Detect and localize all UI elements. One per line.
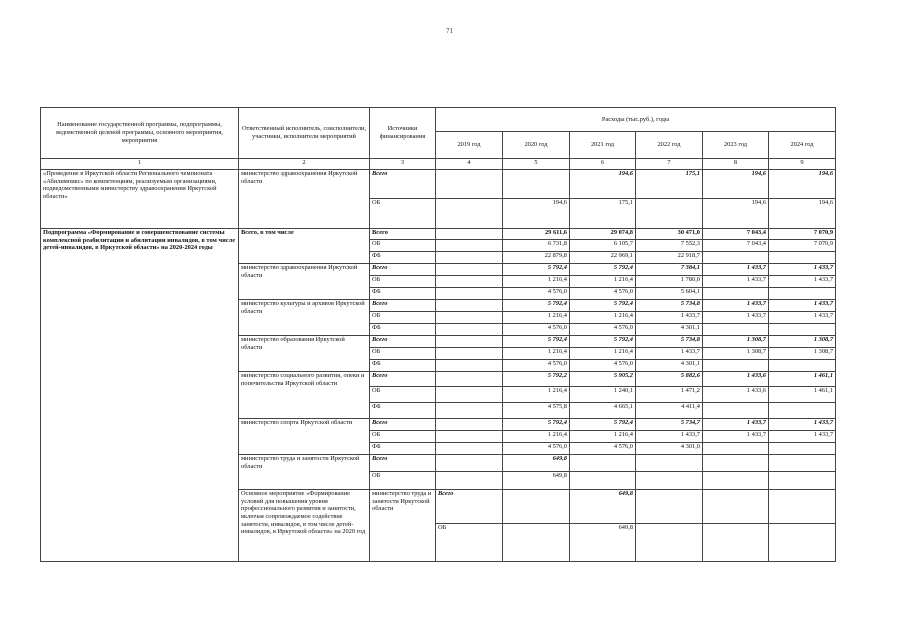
- value-cell: 4 301,1: [636, 324, 703, 336]
- col-number: 7: [636, 159, 703, 170]
- value-cell: 22 918,7: [636, 252, 703, 264]
- value-cell: 1 461,1: [769, 387, 836, 403]
- value-cell: [769, 472, 836, 490]
- value-cell: 1 308,7: [769, 348, 836, 360]
- value-cell: 5 734,7: [636, 419, 703, 431]
- value-cell: 5 792,4: [570, 264, 636, 276]
- value-cell: 649,8: [503, 455, 570, 472]
- value-cell: [703, 288, 769, 300]
- col-number: 3: [370, 159, 436, 170]
- value-cell: 4 576,0: [570, 360, 636, 372]
- value-cell: 1 216,4: [570, 312, 636, 324]
- value-cell: [703, 360, 769, 372]
- value-cell: 5 792,4: [503, 336, 570, 348]
- value-cell: [436, 403, 503, 419]
- source-cell: ФБ: [370, 252, 436, 264]
- value-cell: 5 604,1: [636, 288, 703, 300]
- source-cell: ОБ: [370, 312, 436, 324]
- value-cell: 22 879,8: [503, 252, 570, 264]
- source-cell: Всего: [436, 490, 503, 524]
- value-cell: [769, 288, 836, 300]
- value-cell: 194,6: [769, 199, 836, 229]
- value-cell: 4 576,0: [570, 443, 636, 455]
- activity-name: «Проведение в Иркутской области Регионального чемпионата «Абилимпикс» по компетенциям, реализуемым организациями, подведомственными министерству здравоохранения Иркутской области»: [41, 170, 239, 229]
- value-cell: 1 308,7: [769, 336, 836, 348]
- executor-name: министерство труда и занятости Иркутской области: [370, 490, 436, 562]
- value-cell: [636, 472, 703, 490]
- value-cell: 1 433,7: [769, 431, 836, 443]
- value-cell: [636, 199, 703, 229]
- value-cell: [503, 524, 570, 562]
- value-cell: [703, 403, 769, 419]
- executor-name: министерство труда и занятости Иркутской области: [239, 455, 370, 490]
- value-cell: 1 780,0: [636, 276, 703, 288]
- value-cell: 1 433,7: [636, 348, 703, 360]
- value-cell: [703, 324, 769, 336]
- col-number: 2: [239, 159, 370, 170]
- value-cell: [769, 324, 836, 336]
- budget-table: [40, 107, 836, 562]
- value-cell: 1 433,7: [769, 419, 836, 431]
- value-cell: 5 734,8: [636, 336, 703, 348]
- value-cell: 1 433,7: [636, 431, 703, 443]
- value-cell: 7 070,9: [769, 240, 836, 252]
- activity-name: Основное мероприятие «Формирование условий для повышения уровня профессионального развития и занятости, включая сопровождаемое содействие занятости, инвалидов, в том числе детей-инвалидов, в Иркутской области» на 2020 год: [239, 490, 370, 562]
- value-cell: [570, 472, 636, 490]
- value-cell: [436, 264, 503, 276]
- source-cell: Всего: [370, 419, 436, 431]
- value-cell: 22 969,1: [570, 252, 636, 264]
- value-cell: 1 433,7: [703, 419, 769, 431]
- page-number: 71: [446, 27, 453, 35]
- value-cell: [436, 300, 503, 312]
- col-number: 8: [703, 159, 769, 170]
- value-cell: [436, 336, 503, 348]
- col-number: 4: [436, 159, 503, 170]
- value-cell: [436, 372, 503, 387]
- table-row: [41, 170, 836, 199]
- value-cell: [769, 443, 836, 455]
- header-year-2021: 2021 год: [570, 132, 636, 159]
- value-cell: 1 308,7: [703, 336, 769, 348]
- value-cell: [436, 455, 503, 472]
- value-cell: [703, 472, 769, 490]
- value-cell: 1 216,4: [503, 387, 570, 403]
- executor-name: министерство образования Иркутской области: [239, 336, 370, 372]
- header-name: Наименование государственной программы, подпрограммы, ведомственной целевой программы, основного мероприятия, мероприятия: [41, 108, 239, 159]
- value-cell: 649,8: [570, 524, 636, 562]
- source-cell: ОБ: [370, 431, 436, 443]
- subprogram-name: Подпрограмма «Формирование и совершенствование системы комплексной реабилитации и абилитации инвалидов, в том числе детей-инвалидов, в Иркутской области» на 2020-2024 годы: [41, 229, 239, 562]
- value-cell: 7 043,4: [703, 229, 769, 240]
- col-number: 9: [769, 159, 836, 170]
- value-cell: 194,6: [503, 199, 570, 229]
- executor-name: министерство здравоохранения Иркутской области: [239, 170, 370, 229]
- value-cell: [503, 490, 570, 524]
- value-cell: 4 301,0: [636, 443, 703, 455]
- value-cell: [436, 276, 503, 288]
- value-cell: 1 433,7: [703, 276, 769, 288]
- executor-name: министерство социального развития, опеки и попечительства Иркутской области: [239, 372, 370, 419]
- executor-name: министерство здравоохранения Иркутской области: [239, 264, 370, 300]
- value-cell: 1 471,2: [636, 387, 703, 403]
- value-cell: 7 384,1: [636, 264, 703, 276]
- value-cell: 1 216,4: [570, 348, 636, 360]
- value-cell: 7 552,3: [636, 240, 703, 252]
- value-cell: [570, 455, 636, 472]
- value-cell: [436, 240, 503, 252]
- source-cell: ОБ: [370, 276, 436, 288]
- value-cell: 1 433,7: [769, 312, 836, 324]
- table-row: [41, 229, 836, 240]
- value-cell: 1 240,1: [570, 387, 636, 403]
- value-cell: [436, 360, 503, 372]
- source-cell: ОБ: [436, 524, 503, 562]
- source-cell: ФБ: [370, 324, 436, 336]
- value-cell: [436, 288, 503, 300]
- value-cell: 1 216,4: [570, 431, 636, 443]
- value-cell: 1 216,4: [503, 312, 570, 324]
- value-cell: [436, 229, 503, 240]
- executor-name: министерство спорта Иркутской области: [239, 419, 370, 455]
- value-cell: 194,6: [703, 170, 769, 199]
- value-cell: 4 576,0: [570, 324, 636, 336]
- value-cell: 194,6: [703, 199, 769, 229]
- value-cell: 4 576,0: [503, 360, 570, 372]
- value-cell: 5 792,4: [503, 300, 570, 312]
- value-cell: [436, 324, 503, 336]
- source-cell: Всего: [370, 455, 436, 472]
- value-cell: 1 433,7: [703, 431, 769, 443]
- value-cell: 1 433,6: [703, 372, 769, 387]
- value-cell: 30 471,0: [636, 229, 703, 240]
- value-cell: [436, 387, 503, 403]
- value-cell: 1 433,7: [769, 264, 836, 276]
- value-cell: 5 792,4: [570, 336, 636, 348]
- value-cell: [769, 252, 836, 264]
- source-cell: Всего: [370, 264, 436, 276]
- value-cell: 7 070,9: [769, 229, 836, 240]
- value-cell: 5 792,4: [570, 419, 636, 431]
- value-cell: 4 411,4: [636, 403, 703, 419]
- value-cell: [436, 443, 503, 455]
- value-cell: [769, 455, 836, 472]
- value-cell: [436, 199, 503, 229]
- value-cell: 1 433,7: [769, 300, 836, 312]
- source-cell: ОБ: [370, 472, 436, 490]
- value-cell: [436, 252, 503, 264]
- source-cell: ФБ: [370, 360, 436, 372]
- value-cell: [503, 170, 570, 199]
- executor-name: министерство культуры и архивов Иркутской области: [239, 300, 370, 336]
- source-cell: ФБ: [370, 443, 436, 455]
- col-number: 6: [570, 159, 636, 170]
- column-numbers-row: [41, 159, 836, 170]
- value-cell: [436, 312, 503, 324]
- col-number: 1: [41, 159, 239, 170]
- value-cell: [769, 360, 836, 372]
- value-cell: [703, 524, 769, 562]
- value-cell: [636, 490, 703, 524]
- value-cell: [436, 419, 503, 431]
- value-cell: 4 576,0: [503, 443, 570, 455]
- value-cell: 1 216,4: [570, 276, 636, 288]
- source-cell: Всего: [370, 300, 436, 312]
- value-cell: 175,1: [570, 199, 636, 229]
- value-cell: [769, 524, 836, 562]
- value-cell: [703, 443, 769, 455]
- value-cell: 5 792,4: [503, 419, 570, 431]
- value-cell: 194,6: [769, 170, 836, 199]
- value-cell: 5 734,8: [636, 300, 703, 312]
- executor-name: Всего, в том числе: [239, 229, 370, 264]
- header-expenses: Расходы (тыс.руб.), годы: [436, 108, 836, 132]
- value-cell: 4 576,0: [503, 288, 570, 300]
- value-cell: 4 576,0: [570, 288, 636, 300]
- value-cell: 6 105,7: [570, 240, 636, 252]
- header-year-2022: 2022 год: [636, 132, 703, 159]
- header-year-2019: 2019 год: [436, 132, 503, 159]
- source-cell: ОБ: [370, 387, 436, 403]
- header-year-2023: 2023 год: [703, 132, 769, 159]
- value-cell: 1 433,7: [769, 276, 836, 288]
- header-source: Источники финансирования: [370, 108, 436, 159]
- value-cell: [703, 252, 769, 264]
- source-cell: ФБ: [370, 403, 436, 419]
- source-cell: Всего: [370, 229, 436, 240]
- value-cell: 5 792,4: [570, 300, 636, 312]
- source-cell: Всего: [370, 372, 436, 387]
- value-cell: 6 731,8: [503, 240, 570, 252]
- value-cell: 649,8: [503, 472, 570, 490]
- value-cell: 1 433,7: [703, 264, 769, 276]
- header-executor: Ответственный исполнитель, соисполнители, участники, исполнители мероприятий: [239, 108, 370, 159]
- value-cell: 1 308,7: [703, 348, 769, 360]
- value-cell: 1 216,4: [503, 431, 570, 443]
- source-cell: ОБ: [370, 348, 436, 360]
- value-cell: 1 433,7: [703, 312, 769, 324]
- value-cell: 1 461,1: [769, 372, 836, 387]
- header-year-2020: 2020 год: [503, 132, 570, 159]
- value-cell: 5 792,2: [503, 372, 570, 387]
- value-cell: [769, 403, 836, 419]
- value-cell: 1 216,4: [503, 348, 570, 360]
- value-cell: [436, 431, 503, 443]
- source-cell: ОБ: [370, 199, 436, 229]
- value-cell: 29 611,6: [503, 229, 570, 240]
- value-cell: [769, 490, 836, 524]
- value-cell: 175,1: [636, 170, 703, 199]
- source-cell: Всего: [370, 336, 436, 348]
- value-cell: 4 301,1: [636, 360, 703, 372]
- value-cell: 1 433,7: [703, 300, 769, 312]
- value-cell: [636, 524, 703, 562]
- value-cell: [436, 472, 503, 490]
- source-cell: ФБ: [370, 288, 436, 300]
- source-cell: ОБ: [370, 240, 436, 252]
- col-number: 5: [503, 159, 570, 170]
- value-cell: 1 433,7: [636, 312, 703, 324]
- header-year-2024: 2024 год: [769, 132, 836, 159]
- value-cell: [703, 455, 769, 472]
- value-cell: 5 792,4: [503, 264, 570, 276]
- source-cell: Всего: [370, 170, 436, 199]
- value-cell: 5 882,6: [636, 372, 703, 387]
- value-cell: [436, 170, 503, 199]
- value-cell: 7 043,4: [703, 240, 769, 252]
- value-cell: [436, 348, 503, 360]
- value-cell: 194,6: [570, 170, 636, 199]
- value-cell: 4 575,8: [503, 403, 570, 419]
- value-cell: 649,8: [570, 490, 636, 524]
- value-cell: 5 905,2: [570, 372, 636, 387]
- value-cell: 4 576,0: [503, 324, 570, 336]
- value-cell: [703, 490, 769, 524]
- value-cell: 29 074,8: [570, 229, 636, 240]
- value-cell: 1 216,4: [503, 276, 570, 288]
- value-cell: 1 433,6: [703, 387, 769, 403]
- value-cell: [636, 455, 703, 472]
- value-cell: 4 665,1: [570, 403, 636, 419]
